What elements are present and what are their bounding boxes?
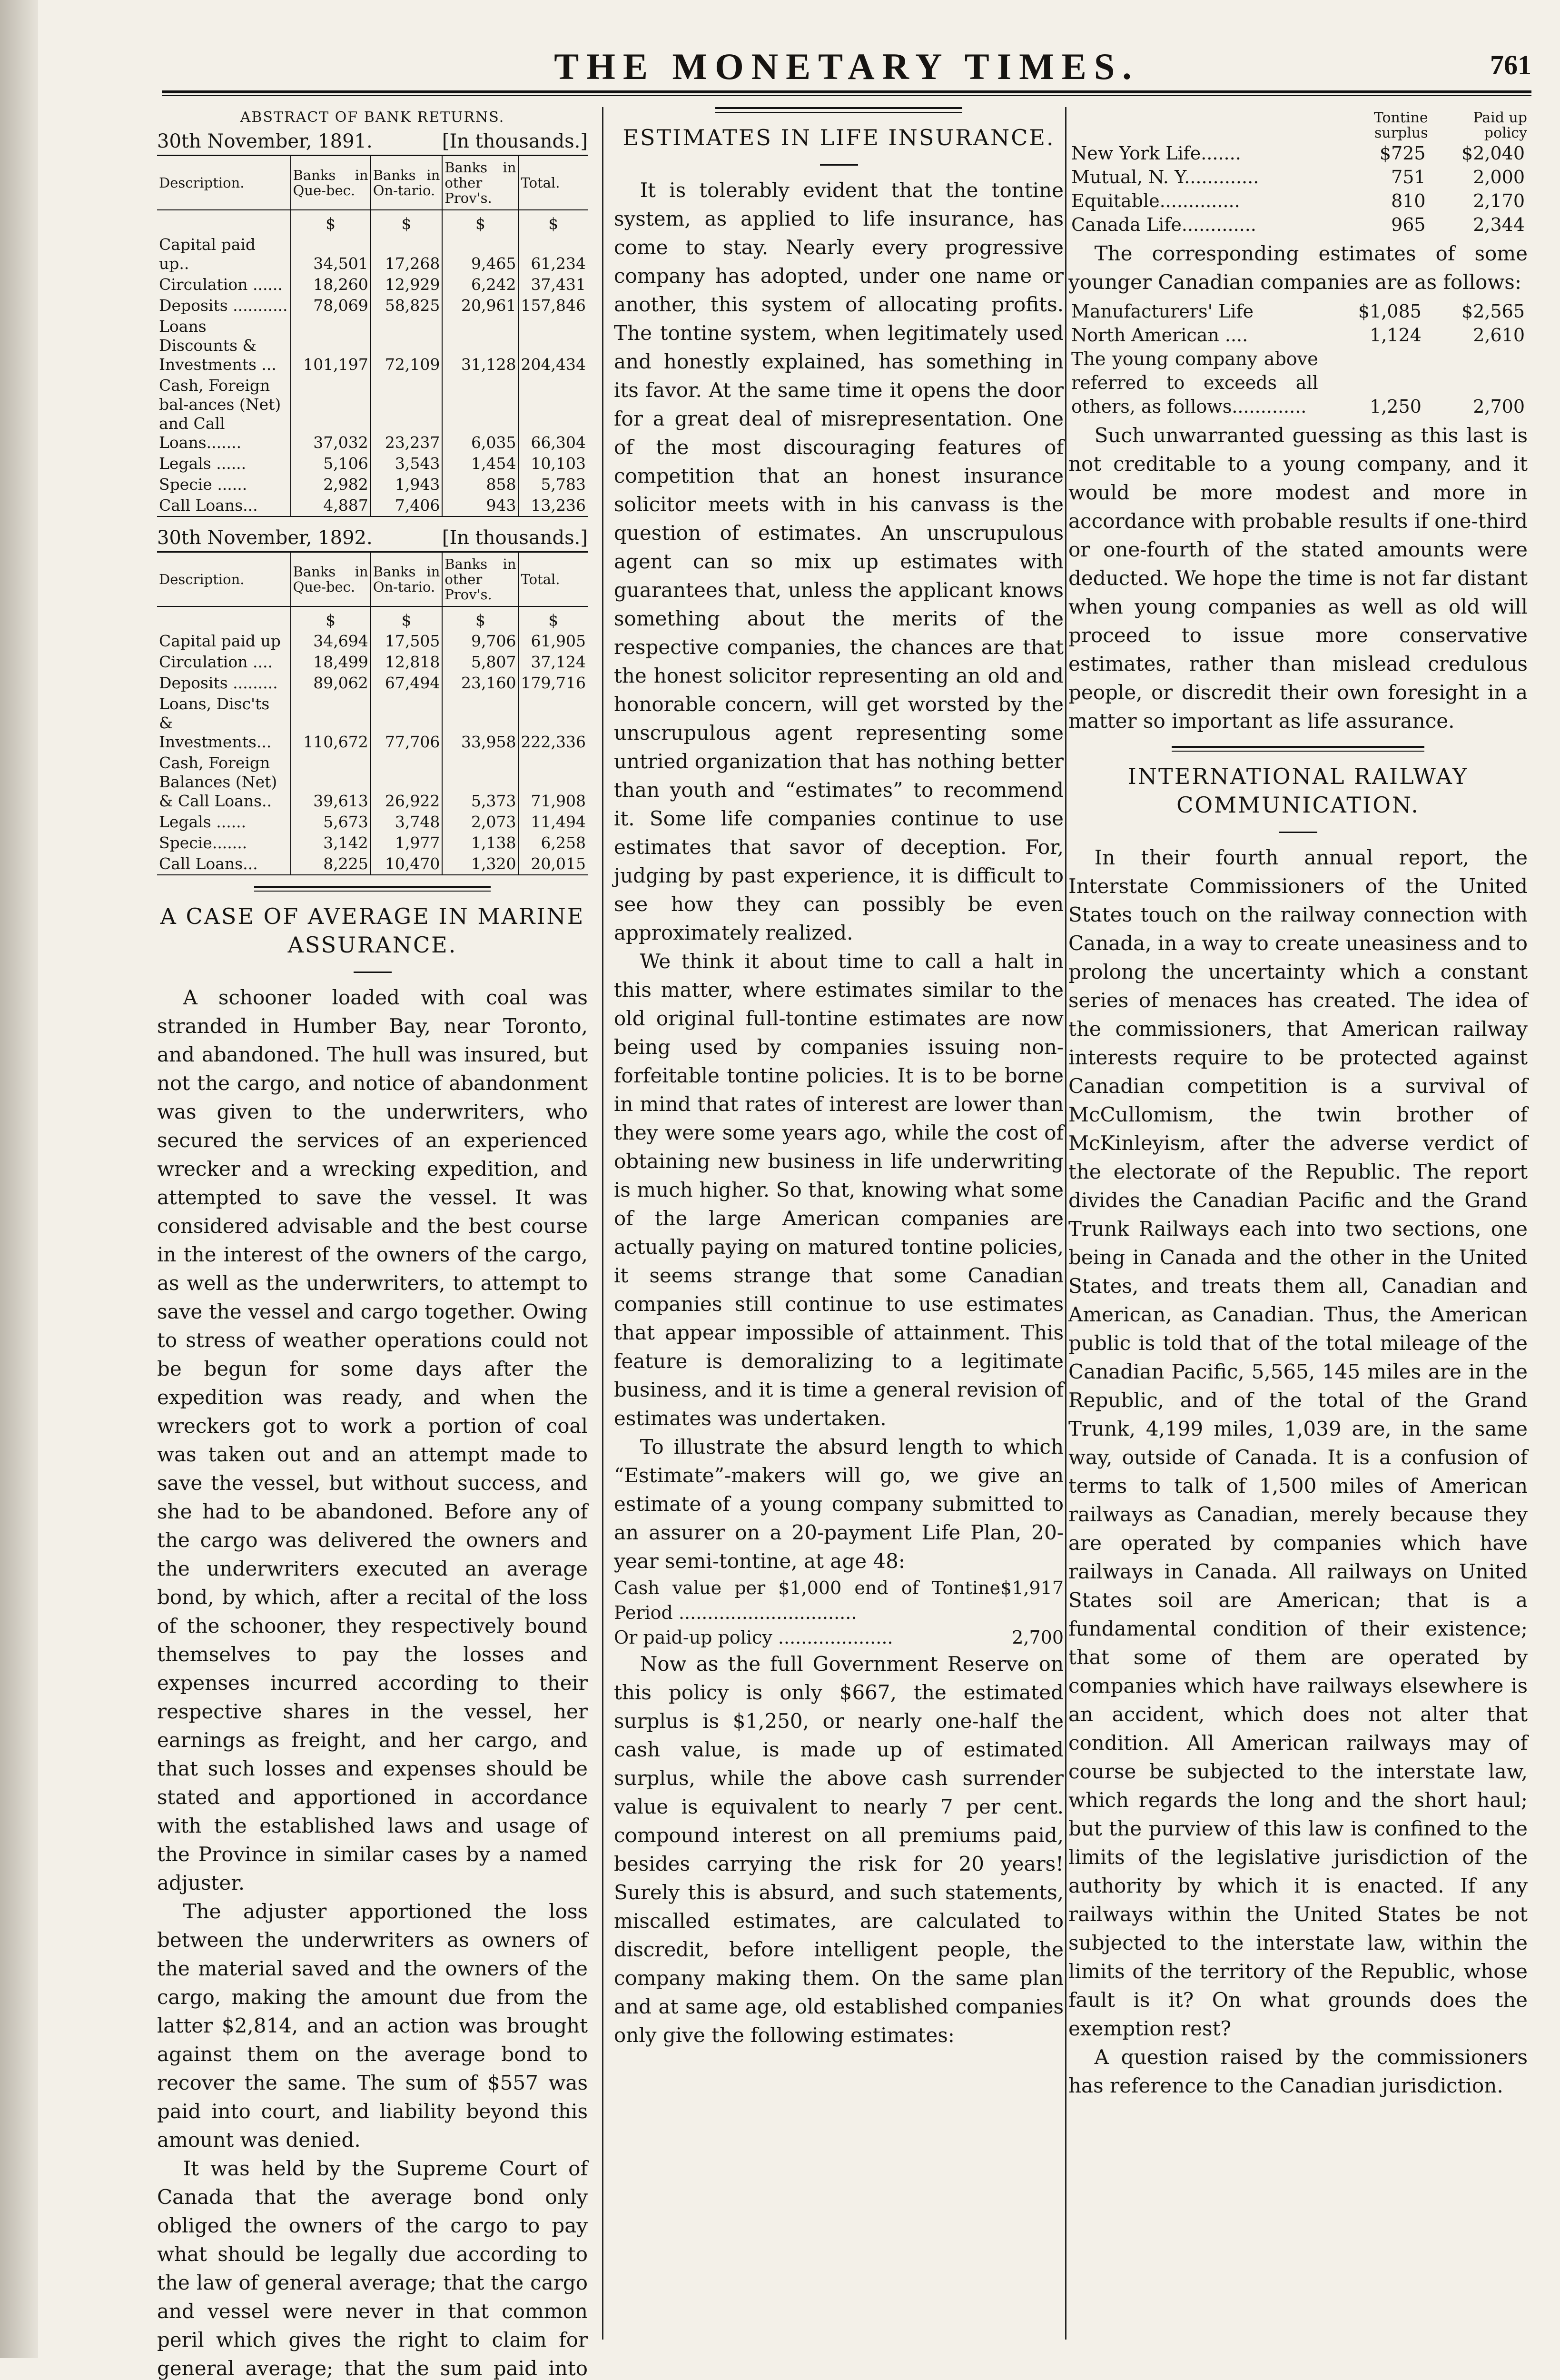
column-header: Banks in other Prov's. [442,552,518,607]
cell: 77,706 [371,694,443,753]
table-row [157,274,588,295]
cell: 5,373 [442,753,518,812]
row-label: Specie....... [159,833,247,852]
table-row [157,652,588,673]
company-name: Mutual, N. Y............. [1071,167,1259,188]
estimate-line [614,1576,1064,1625]
cell: 6,258 [519,833,588,853]
row-label: Loans Discounts & Investments ... [159,317,276,374]
article-paragraph: Such unwarranted guessing as this last is not creditable to a young company, and it would be more modest and more in accordance with probable results if one-third or one-fourth of the stated amounts were deducted. We hope the time is not far distant when young companies as well as old will proceed to issue more conservative estimates, rather than mislead credulous people, or discredit their own foresight in a matter so important as life assurance. [1068,424,1528,733]
table-row [157,694,588,753]
row-label: Specie ...... [159,475,247,494]
cell: 3,543 [371,453,443,474]
cell: 78,069 [291,295,371,316]
unit-cell: $ [519,606,588,631]
table-date [157,525,588,551]
bank-returns-table-1891 [157,155,588,517]
table-row [157,474,588,495]
table-row [157,753,588,812]
unit-cell: $ [442,606,518,631]
bank-returns-title: ABSTRACT OF BANK RETURNS. [240,109,505,126]
article-paragraph: We think it about time to call a halt in this matter, where estimates similar to the old original full-tontine estimates are now being used by companies issuing non-forfeitable tontine policies. It is to be borne in mind that rates of interest are lower than they were some years ago, while the cost of obtaining new business in life underwriting is much higher. So that, knowing what some of the large American companies are actually paying on matured tontine policies, it seems strange that some Canadian companies still continue to use estimates that appear impossible of attainment. This feature is demoralizing to a legitimate business, and it is time a general revision of estimates was undertaken. [614,950,1064,1430]
cell: 1,454 [442,453,518,474]
cell: 61,905 [519,631,588,652]
cell: 5,807 [442,652,518,673]
cell: $2,040 [1461,143,1525,164]
row-label: Deposits ........... [159,296,288,315]
table-header-row [157,156,588,210]
cell: 2,982 [291,474,371,495]
units-row [157,606,588,631]
cell: 12,818 [371,652,443,673]
cell: 4,887 [291,495,371,516]
cell: 31,128 [442,316,518,375]
table-row [1068,165,1528,189]
cell: 2,700 [1473,396,1525,417]
header-rule-thin [162,95,1531,96]
cell: 9,465 [442,234,518,274]
cell: 34,501 [291,234,371,274]
column-2 [614,107,1064,2344]
article-title: A CASE OF AVERAGE IN MARINE ASSURANCE. [160,903,585,958]
column-header: Banks in Que-bec. [291,552,371,607]
cell: 71,908 [519,753,588,812]
cell: 1,977 [371,833,443,853]
company-name: North American .... [1071,325,1248,346]
table-row [157,295,588,316]
article-paragraph: A schooner loaded with coal was stranded in Humber Bay, near Toronto, and abandoned. The hull was insured, but not the cargo, and notice of abandonment was given to the underwriters, who secured the services of an experienced wrecker and a wrecking expedition, and attempted to save the vessel. It was considered advisable and the best course in the interest of the owners of the cargo, as well as the underwriters, to attempt to save the vessel and cargo together. Owing to stress of weather operations could not be begun for some days after the expedition was ready, and when the wreckers got to work a portion of coal was taken out and an attempt made to save the vessel, but without success, and she had to be abandoned. Before any of the cargo was delivered the owners and the underwriters executed an average bond, by which, after a recital of the loss of the schooner, they respectively bound themselves to pay the losses and expenses incurred according to their respective shares in the vessel, her earnings as freight, and her cargo, and that such losses and expenses should be stated and apportioned in accordance with the established laws and usage of the Province in similar cases by a named adjuster. [157,986,588,1894]
estimate-line [614,1625,1064,1650]
row-label: Cash, Foreign Balances (Net) & Call Loans.. [159,754,277,810]
old-companies-estimates-table [1068,110,1528,237]
unit-cell: $ [371,210,443,234]
column-header: Paid up policy [1473,109,1527,141]
article-paragraph: In their fourth annual report, the Interstate Commissioners of the United States touch on the railway connection with Canada, in a way to create uneasiness and to prolong the uncertainty which a constant series of menaces has created. The idea of the commissioners, that American railway interests require to be protected against Canadian competition is a survival of McCullomism, the twin brother of McKinleyism, after the adverse verdict of the electorate of the Republic. The report divides the Canadian Pacific and the Grand Trunk Railways each into two sections, one being in Canada and the other in the United States, and treats them all, Canadian and American, as Canadian. Thus, the American public is told that of the total mileage of the Canadian Pacific, 5,565, 145 miles are in the Republic, and of the total of the Grand Trunk, 4,199 miles, 1,039 are, in the same way, outside of Canada. It is a confusion of terms to talk of 1,500 miles of American railways as Canadian, merely because they are operated by companies which have railways in Canada. All railways on United States soil are American; that is a fundamental condition of their existence; that some of them are operated by companies which have railways elsewhere is an accident, which does not alter that condition. All American railways may of course be subjected to the interstate law, which regards the long and the short haul; but the purview of this law is confined to the limits of the legislative jurisdiction of the authority by which it is enacted. If any railways within the United States be not subjected to the interstate law, within the limits of the territory of the Republic, whose fault is it? On what grounds does the exemption rest? [1068,846,1528,2040]
page-number: 761 [1490,50,1531,80]
cell: 10,103 [519,453,588,474]
young-companies-estimates-table [1068,299,1528,418]
column-header: Banks in Que-bec. [291,156,371,210]
cell: 72,109 [371,316,443,375]
table-units: [In thousands.] [442,130,588,152]
cell: 1,943 [371,474,443,495]
cell: 12,929 [371,274,443,295]
column-header: Total. [519,552,588,607]
unit-cell: $ [519,210,588,234]
cell: 8,225 [291,853,371,875]
row-label: Capital paid up.. [159,235,256,273]
article-paragraph: It is tolerably evident that the tontine system, as applied to life insurance, has come to stay. Nearly every progressive company has adopted, under one name or another, this system of allocating profits. The tontine system, when legitimately used and honestly explained, has something in its favor. At the same time it opens the door for a great deal of misrepresentation. One of the most discouraging features of competition that an honest insurance solicitor meets with in his canvass is the question of estimates. An unscrupulous agent can so mix up estimates with guarantees that, unless the applicant knows something about the merits of the respective companies, the chances are that the honest solicitor representing an old and honorable concern, will get worsted by the unscrupulous agent representing some untried organization that has nothing better than youth and “estimates” to recommend it. Some life companies continue to use estimates that savor of deception. For, judging by past experience, it is difficult to see how they can possibly be even approximately realized. [614,178,1064,944]
table-row [157,234,588,274]
cell: 101,197 [291,316,371,375]
table-row [157,316,588,375]
cell: 2,610 [1473,325,1525,346]
cell: 18,499 [291,652,371,673]
column-divider [1065,107,1066,2340]
column-3 [1068,107,1528,2344]
cell: 3,142 [291,833,371,853]
cell: 3,748 [371,812,443,833]
cell: 23,237 [371,375,443,453]
cell: $2,565 [1461,301,1525,322]
table-row [1068,347,1528,418]
cell: $725 [1379,143,1426,164]
article-paragraph: The corresponding estimates of some younger Canadian companies are as follows: [1068,242,1528,294]
section-rule [254,886,491,892]
cell: 18,260 [291,274,371,295]
article-paragraph: It was held by the Supreme Court of Canada that the average bond only obliged the owners of the cargo to pay what should be legally due according to the law of general average; that the cargo and vessel were never in that common peril which gives the right to claim for general average; that the sum paid into [157,2157,588,2380]
title-rule [820,164,858,166]
table-row [1068,213,1528,237]
row-label: Call Loans... [157,495,291,516]
company-name: New York Life....... [1071,143,1241,164]
cell: 943 [442,495,518,516]
estimate-value: 2,700 [1012,1627,1064,1648]
cell: 33,958 [442,694,518,753]
table-header-row [1068,110,1528,141]
cell: 5,783 [519,474,588,495]
cell: 7,406 [371,495,443,516]
estimate-label: Or paid-up policy .................... [614,1627,893,1648]
table-row [157,495,588,516]
table-row [157,853,588,875]
company-name: Equitable.............. [1071,190,1240,211]
cell: 20,961 [442,295,518,316]
article-paragraph: To illustrate the absurd length to which “Estimate”-makers will go, we give an estimate of a young company submitted to an assurer on a 20-payment Life Plan, 20-year semi-tontine, at age 48: [614,1435,1064,1573]
unit-cell: $ [291,210,371,234]
cell: 26,922 [371,753,443,812]
cell: 6,035 [442,375,518,453]
row-label: Call Loans... [157,853,291,875]
cell: 222,336 [519,694,588,753]
cell: 2,073 [442,812,518,833]
title-rule [354,972,392,973]
column-header: Total. [519,156,588,210]
cell: 17,505 [371,631,443,652]
section-rule [715,107,963,113]
column-header: Description. [157,156,291,210]
cell: 23,160 [442,673,518,694]
column-header: Banks in On-tario. [371,552,443,607]
cell: 2,344 [1473,214,1525,235]
table-row [157,673,588,694]
cell: 110,672 [291,694,371,753]
table-row [157,375,588,453]
bank-returns-table-1892 [157,551,588,875]
table-row [1068,323,1528,347]
table-date-label: 30th November, 1891. [157,130,373,152]
cell: 10,470 [371,853,443,875]
table-row [1068,299,1528,323]
cell: 37,032 [291,375,371,453]
table-row [157,453,588,474]
unit-cell: $ [371,606,443,631]
adjacent-page-edge [0,0,38,2358]
cell: 1,138 [442,833,518,853]
column-divider [602,107,603,2340]
cell: 5,673 [291,812,371,833]
row-label: Deposits ......... [159,674,278,692]
cell: 37,431 [519,274,588,295]
cell: 58,825 [371,295,443,316]
cell: 157,846 [519,295,588,316]
unit-cell: $ [291,606,371,631]
cell: 11,494 [519,812,588,833]
column-header: Banks in On-tario. [371,156,443,210]
column-header: Banks in other Prov's. [442,156,518,210]
column-header: Description. [157,552,291,607]
estimate-label: Cash value per $1,000 end of Tontine Period ............................... [614,1577,1001,1623]
article-paragraph: A question raised by the commissioners has reference to the Canadian jurisdiction. [1068,2045,1528,2097]
unit-cell: $ [442,210,518,234]
cell: 1,250 [1370,396,1422,417]
article-title: ESTIMATES IN LIFE INSURANCE. [622,125,1055,150]
row-label: Legals ...... [159,454,247,473]
cell: 6,242 [442,274,518,295]
table-row [1068,141,1528,165]
cell: 13,236 [519,495,588,516]
cell: 204,434 [519,316,588,375]
cell: 1,124 [1370,325,1422,346]
cell: 61,234 [519,234,588,274]
row-label: Circulation ...... [159,275,283,294]
column-1 [157,107,588,2380]
table-row [157,631,588,652]
title-rule [1279,832,1317,833]
row-label: Circulation .... [159,653,273,671]
cell: 2,170 [1473,190,1525,211]
masthead: THE MONETARY TIMES. [554,46,1139,87]
article-paragraph: The adjuster apportioned the loss between the underwriters as owners of the material saved and the owners of the cargo, making the amount due from the latter $2,814, and an action was brought against them on the average bond to recover the same. The sum of $557 was paid into court, and liability beyond this amount was denied. [157,1900,588,2152]
cell: 179,716 [519,673,588,694]
cell: 858 [442,474,518,495]
cell: 5,106 [291,453,371,474]
page-header [162,45,1531,88]
young-company-note: The young company above referred to exceeds all others, as follows............. [1071,348,1318,417]
row-label: Cash, Foreign bal-ances (Net) and Call Loans....... [159,376,281,452]
header-rule [162,90,1531,93]
table-row [157,833,588,853]
row-label: Capital paid up [159,632,281,650]
cell: 37,124 [519,652,588,673]
cell: 2,000 [1473,167,1525,188]
cell: 67,494 [371,673,443,694]
cell: 17,268 [371,234,443,274]
article-title: INTERNATIONAL RAILWAY COMMUNICATION. [1127,764,1469,818]
cell: $1,085 [1358,301,1422,322]
column-header: Tontine surplus [1373,109,1428,141]
table-date [157,128,588,155]
company-name: Manufacturers' Life [1071,301,1254,322]
cell: 89,062 [291,673,371,694]
cell: 66,304 [519,375,588,453]
company-name: Canada Life............. [1071,214,1256,235]
table-header-row [157,552,588,607]
row-label: Legals ...... [159,813,247,831]
cell: 39,613 [291,753,371,812]
table-row [1068,189,1528,213]
cell: 965 [1391,214,1426,235]
row-label: Loans, Disc'ts & Investments... [159,694,272,751]
cell: 751 [1391,167,1426,188]
table-row [157,812,588,833]
estimate-value: $1,917 [1000,1577,1064,1598]
cell: 9,706 [442,631,518,652]
table-units: [In thousands.] [442,527,588,549]
units-row [157,210,588,234]
cell: 810 [1391,190,1426,211]
cell: 34,694 [291,631,371,652]
cell: 20,015 [519,853,588,875]
cell: 1,320 [442,853,518,875]
article-paragraph: Now as the full Government Reserve on this policy is only $667, the estimated surplus is $1,250, or nearly one-half the cash value, is made up of estimated surplus, while the above cash surrender value is equivalent to nearly 7 per cent. compound interest on all premiums paid, besides carrying the risk for 20 years! Surely this is absurd, and such statements, miscalled estimates, are calculated to discredit, before intelligent people, the company making them. On the same plan and at same age, old established companies only give the following estimates: [614,1652,1064,2047]
table-date-label: 30th November, 1892. [157,527,373,549]
section-rule [1172,746,1424,752]
